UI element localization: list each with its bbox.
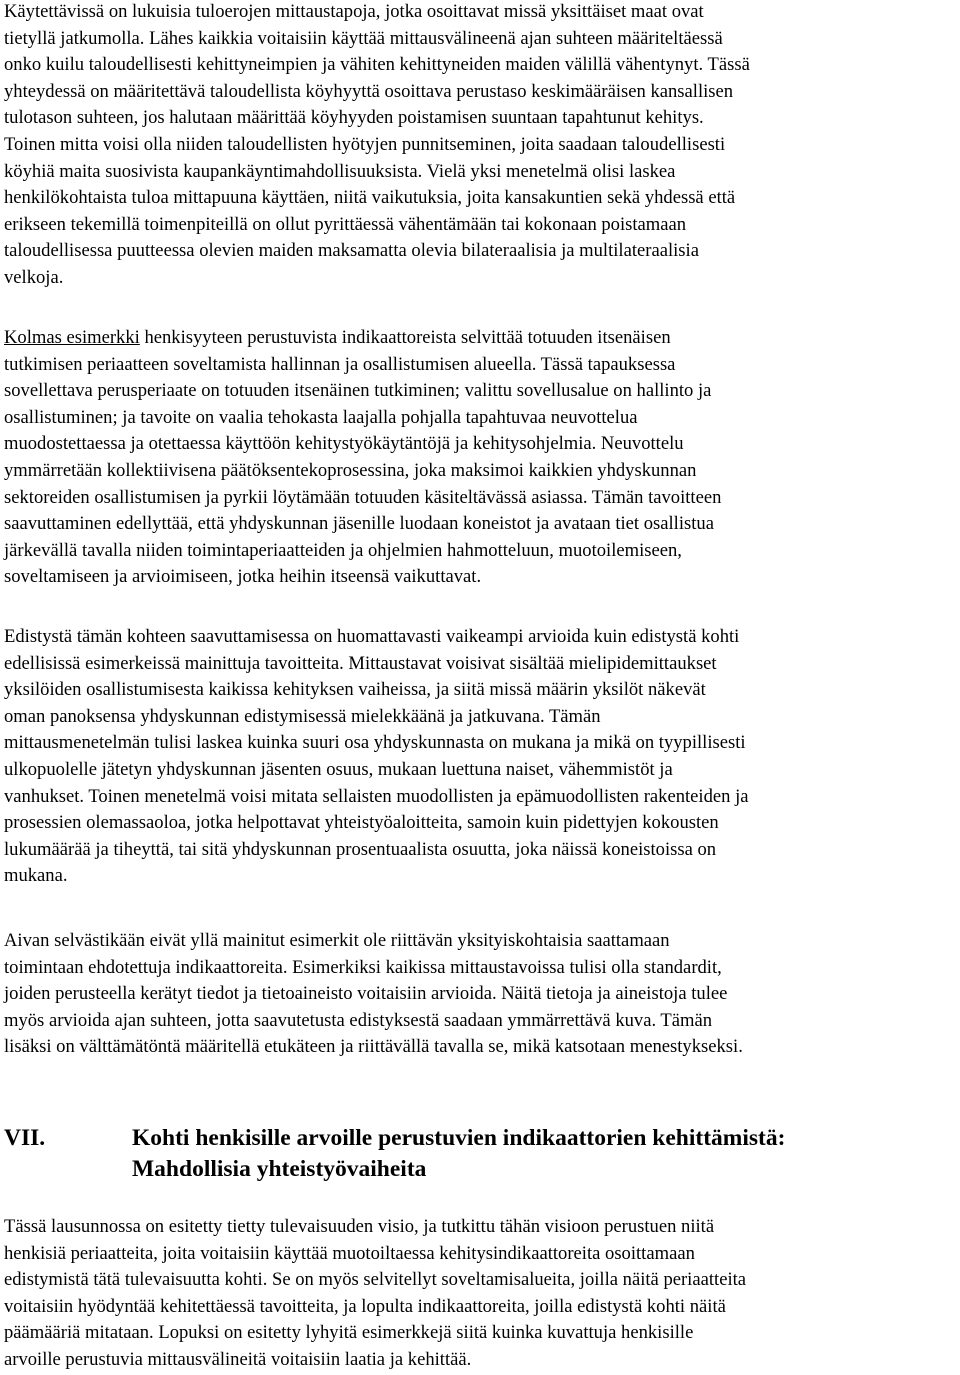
text-line: Toinen mitta voisi olla niiden taloudellisten hyötyjen punnitseminen, joita saadaan taloudellisesti	[4, 133, 726, 155]
text-line: lisäksi on välttämätöntä määritellä etukäteen ja riittävällä tavalla se, mikä katsotaan menestykseksi.	[4, 1036, 743, 1058]
text-line: saavuttaminen edellyttää, että yhdyskunnan jäsenille luodaan koneistot ja avataan tiet osallistua	[4, 513, 714, 535]
section-title-line: Mahdollisia yhteistyövaiheita	[132, 1156, 427, 1182]
text-line: toimintaan ehdotettuja indikaattoreita. Esimerkiksi kaikissa mittaustavoissa tulisi olla standardit,	[4, 956, 722, 978]
text-fragment: henkisyyteen perustuvista indikaattoreista selvittää totuuden itsenäisen	[139, 327, 671, 348]
text-line: yhteydessä on määritettävä taloudellista köyhyyttä osoittava perustaso keskimääräisen kansallisen	[4, 80, 734, 102]
section-title	[132, 1123, 785, 1185]
text-line: köyhiä maita suosivista kaupankäyntimahdollisuuksista. Vielä yksi menetelmä olisi laskea	[4, 160, 676, 182]
text-line: päämääriä mitataan. Lopuksi on esitetty lyhyitä esimerkkejä siitä kuinka kuvattuja henkisille	[4, 1322, 694, 1344]
text-line: henkilökohtaista tuloa mittapuuna käyttäen, niitä vaikutuksia, joita kansakuntien sekä yhdessä että	[4, 187, 736, 209]
text-line: henkisiä periaatteita, joita voitaisiin käyttää muotoiltaessa kehitysindikaattoreita osoittamaan	[4, 1242, 695, 1264]
text-line: soveltamiseen ja arvioimiseen, jotka heihin itseensä vaikuttavat.	[4, 566, 482, 588]
text-line: lukumäärää ja tiheyttä, tai sitä yhdyskunnan prosentuaalista osuutta, joka näissä koneistoissa on	[4, 838, 717, 860]
text-line: Käytettävissä on lukuisia tuloerojen mittaustapoja, jotka osoittavat missä yksittäiset maat ovat	[4, 1, 704, 22]
paragraph-income-measures	[4, 0, 960, 292]
text-line	[4, 325, 960, 352]
text-line: tietyllä jatkumolla. Lähes kaikkia voitaisiin käyttää mittausvälineenä ajan suhteen määriteltäessä	[4, 27, 723, 49]
text-line: oman panoksensa yhdyskunnan edistymisessä mielekkäänä ja jatkuvana. Tämän	[4, 705, 601, 727]
text-line: vanhukset. Toinen menetelmä voisi mitata sellaisten muodollisten ja epämuodollisten rakenteiden ja	[4, 785, 749, 807]
text-line: tulotason suhteen, jos halutaan määrittää köyhyyden poistamisen suuntaan tapahtunut kehitys.	[4, 107, 704, 129]
text-line: myös arvioida ajan suhteen, jotta saavutetusta edistyksestä saadaan ymmärrettävä kuva. Tämän	[4, 1009, 713, 1031]
text-line: ymmärretään kollektiivisena päätöksentekoprosessina, joka maksimoi kaikkien yhdyskunnan	[4, 459, 697, 481]
paragraph-third-example	[4, 325, 960, 591]
paragraph-summary	[4, 1214, 960, 1374]
text-line: järkevällä tavalla niiden toimintaperiaatteiden ja ohjelmien hahmotteluun, muotoilemiseen,	[4, 539, 682, 561]
text-line: yksilöiden osallistumisesta kaikissa kehityksen vaiheissa, ja siitä missä määrin yksilöt näkevät	[4, 679, 706, 701]
text-line: prosessien olemassaoloa, jotka helpottavat yhteistyöaloitteita, samoin kuin pidettyjen kokousten	[4, 812, 719, 834]
text-line: sektoreiden osallistumisen ja pyrkii löytämään totuuden käsiteltävässä asiassa. Tämän tavoitteen	[4, 486, 722, 508]
text-line: Tässä lausunnossa on esitetty tietty tulevaisuuden visio, ja tutkittu tähän visioon perustuen niitä	[4, 1216, 715, 1237]
text-line: muodostettaessa ja otettaessa käyttöön kehitystyökäytäntöjä ja kehitysohjelmia. Neuvottelu	[4, 433, 684, 455]
text-line: edellisissä esimerkeissä mainittuja tavoitteita. Mittaustavat voisivat sisältää mielipidemittaukset	[4, 652, 717, 674]
section-title-line: Kohti henkisille arvoille perustuvien indikaattorien kehittämistä:	[132, 1125, 786, 1151]
example-link[interactable]: Kolmas esimerkki	[4, 327, 140, 348]
text-line: arvoille perustuvia mittausvälineitä voitaisiin laatia ja kehittää.	[4, 1348, 472, 1370]
text-line: Edistystä tämän kohteen saavuttamisessa on huomattavasti vaikeampi arvioida kuin edistystä kohti	[4, 626, 740, 647]
text-line: sovellettava perusperiaate on totuuden itsenäinen tutkiminen; valittu sovellusalue on hallinto ja	[4, 380, 712, 402]
text-line: voitaisiin hyödyntää kehitettäessä tavoitteita, ja lopulta indikaattoreita, joilla edistystä kohti näitä	[4, 1295, 726, 1317]
text-line: mukana.	[4, 865, 68, 887]
paragraph-standards	[4, 928, 960, 1061]
text-line: onko kuilu taloudellisesti kehittyneimpien ja vähiten kehittyneiden maiden välillä vähentynyt. Tässä	[4, 54, 750, 76]
text-line: tutkimisen periaatteen soveltamista hallinnan ja osallistumisen alueella. Tässä tapauksessa	[4, 353, 676, 375]
text-line: mittausmenetelmän tulisi laskea kuinka suuri osa yhdyskunnasta on mukana ja mikä on tyypillisesti	[4, 732, 746, 754]
section-number: VII.	[4, 1125, 46, 1151]
paragraph-progress-measures	[4, 624, 960, 890]
text-line: ulkopuolelle jätetyn yhdyskunnan jäsenten osuus, mukaan luettuna naiset, vähemmistöt ja	[4, 758, 673, 780]
text-line: Aivan selvästikään eivät yllä mainitut esimerkit ole riittävän yksityiskohtaisia saattamaan	[4, 930, 670, 951]
text-line: osallistuminen; ja tavoite on vaalia tehokasta laajalla pohjalla tapahtuvaa neuvottelua	[4, 406, 638, 428]
text-line: velkoja.	[4, 266, 64, 288]
text-line: taloudellisessa puutteessa olevien maiden maksamatta olevia bilateraalisia ja multilateraalisia	[4, 240, 699, 262]
text-line: joiden perusteella kerätyt tiedot ja tietoaineisto voitaisiin arvioida. Näitä tietoja ja aineistoja tulee	[4, 983, 728, 1005]
text-line: erikseen tekemillä toimenpiteillä on ollut pyrittäessä vähentämään tai kokonaan poistamaan	[4, 213, 687, 235]
text-line: edistymistä tätä tulevaisuutta kohti. Se on myös selvitellyt soveltamisalueita, joilla näitä periaatteita	[4, 1269, 747, 1291]
